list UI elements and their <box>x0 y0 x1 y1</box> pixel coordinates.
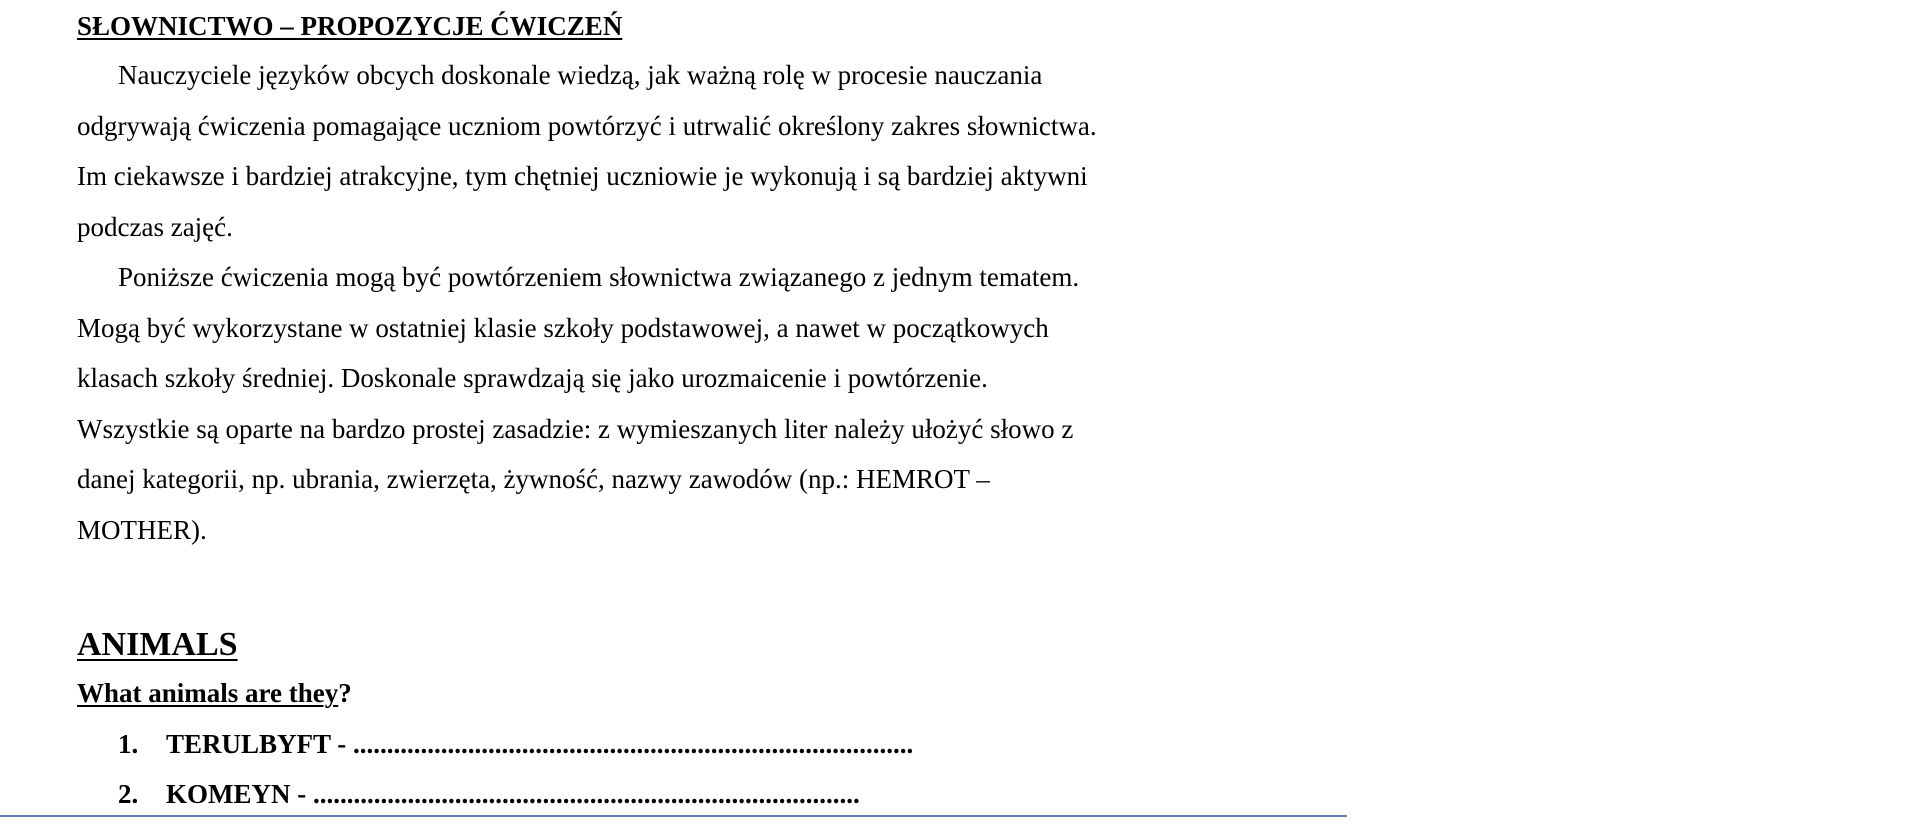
item-number: 2. <box>118 779 139 809</box>
item-text: TERULBYFT - ................................................................................... <box>166 729 914 759</box>
description-paragraph <box>77 252 1207 555</box>
item-number: 1. <box>118 729 139 759</box>
paragraph-line: klasach szkoły średniej. Doskonale sprawdzają się jako urozmaicenie i powtórzenie. <box>77 363 988 393</box>
exercise-question-mark: ? <box>338 678 352 708</box>
exercise-question <box>77 675 1207 711</box>
paragraph-line: Nauczyciele języków obcych doskonale wiedzą, jak ważną rolę w procesie nauczania <box>118 60 1043 90</box>
document-title: SŁOWNICTWO – PROPOZYCJE ĆWICZEŃ <box>77 11 623 41</box>
paragraph-line: Mogą być wykorzystane w ostatniej klasie szkoły podstawowej, a nawet w początkowych <box>77 312 1049 343</box>
document-page <box>77 8 1207 819</box>
intro-paragraph <box>77 50 1207 252</box>
paragraph-line: danej kategorii, np. ubrania, zwierzęta, żywność, nazwy zawodów (np.: HEMROT – <box>77 464 990 494</box>
paragraph-line: odgrywają ćwiczenia pomagające uczniom powtórzyć i utrwalić określony zakres słownictwa. <box>77 110 1097 141</box>
section-heading: ANIMALS <box>77 626 238 663</box>
paragraph-line: Im ciekawsze i bardziej atrakcyjne, tym chętniej uczniowie je wykonują i są bardziej aktywni <box>77 161 1088 191</box>
paragraph-line: podczas zajęć. <box>77 211 233 242</box>
paragraph-line: Poniższe ćwiczenia mogą być powtórzeniem słownictwa związanego z jednym tematem. <box>118 262 1080 292</box>
item-text: KOMEYN - ................................................................................. <box>166 779 860 809</box>
exercise-list <box>77 719 1207 819</box>
list-item <box>118 769 1207 819</box>
list-item <box>118 719 1207 769</box>
paragraph-line: Wszystkie są oparte na bardzo prostej zasadzie: z wymieszanych liter należy ułożyć słowo z <box>77 413 1074 444</box>
exercise-question-text: What animals are they <box>77 678 339 708</box>
page-bottom-border <box>0 815 1347 817</box>
paragraph-line: MOTHER). <box>77 514 207 545</box>
